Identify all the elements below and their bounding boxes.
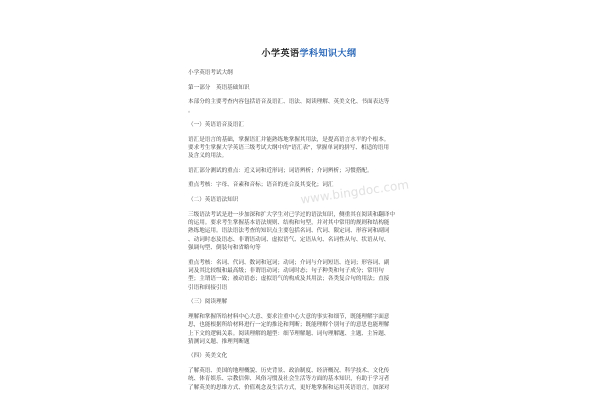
section2-line: 三级语法考试是进一步加深和扩大学生对已学过的语法知识，侧重其在阅读和翻译中 <box>188 211 395 218</box>
section2-line: 的运用。要求考生掌握基本语法规则、结构和句型，并对其中常用的规则和结构能 <box>188 220 390 226</box>
section2-point-line: 重点考核：名词、代词、数词和冠词；动词；介词与介词短语、连词；形容词、副 <box>188 259 390 266</box>
document-page <box>188 40 430 400</box>
section4-line: 了解英美的思维方式、价值观念及生活方式，更好地掌握和运用英语语言，加深对 <box>188 384 390 391</box>
section1-focus: 重点考核：字母、音素和音标；语音的连合及其变化；词汇 <box>188 182 334 189</box>
intro-paragraph <box>188 98 430 115</box>
section4-line: 了解英语、美国的地理概貌、历史背景、政治制度、经济概况、科学技术、文化传 <box>188 368 390 375</box>
title-part-1: 小学英语 <box>261 49 300 59</box>
section4-heading: （四）英美文化 <box>188 353 228 360</box>
section2-line: 、动词时态及语态、非谓语动词、虚拟语气、定语从句、名词性从句、状语从句、 <box>188 236 390 243</box>
section2-point-line: 型；主谓语一致；被动语态；虚拟语气的构成及其用法；各类复合句的用法；直接 <box>188 276 390 283</box>
section2-line: 熟练地运用。语法语法考查的知识点主要包括名词、代词、限定词、形容词和副词 <box>188 228 390 235</box>
section3-line: 上下文的逻辑关系。阅读理解的题型：细节理解题、词句理解题、主题、主旨题、 <box>188 330 390 337</box>
section2-points <box>188 259 430 293</box>
section2-point-line: 引语和间接引语 <box>188 284 228 291</box>
section3-line: 猜测词义题、推理判断题 <box>188 339 250 346</box>
section4-paragraph <box>188 367 430 392</box>
section2-line: 强调句型、倒装句和省略句等 <box>188 245 261 252</box>
part-one-heading: 第一部分 英语基础知识 <box>188 84 250 91</box>
section1-heading: （一）英语语音及语汇 <box>188 122 244 128</box>
section2-point-line: 词及其比较级和最高级；非谓语动词；动词时态；句子种类和句子成分；常用句 <box>188 268 384 275</box>
section4-line: 统、体育娱乐、宗教信仰、风俗习惯及社会生活等方面的基本知识，有助于学习者 <box>188 376 390 383</box>
section1-paragraph <box>188 136 430 161</box>
section1-line: 语汇是语言的基础，掌握语汇并能熟练地掌握其用法，是提高语言水平的个根本。 <box>188 136 390 143</box>
section3-paragraph <box>188 313 430 347</box>
intro-line: 。 <box>188 107 194 114</box>
section3-line: 理解和掌握所给材料中心大意、要求注重中心大意的事实和细节，既能理解字面意 <box>188 313 390 320</box>
section1-line: 及含义的用法。 <box>188 153 228 160</box>
intro-line: 本部分的主要考查内容包括语音及语汇、语法、阅读理解、英美文化、书面表达等 <box>188 99 390 106</box>
section1-points: 语汇部分测试的重点：近义词和近形词；词语辨析；介词辨析；习惯搭配。 <box>188 167 373 174</box>
section3-line: 思，也能根据所给材料进行一定的推论和判断；既能理解个别句子的意思也能理解 <box>188 322 390 329</box>
section3-heading: （三）阅读理解 <box>188 299 228 306</box>
outline-title: 小学英语考试大纲 <box>188 70 233 76</box>
section1-line: 要求考生掌握大学英语三级考试大纲中的"语汇表"，掌握单词的拼写、相适的语用 <box>188 145 389 151</box>
document-title <box>188 46 430 59</box>
watermark-text: www.bingdoc.com <box>299 177 410 207</box>
section2-paragraph <box>188 211 430 253</box>
section2-heading: （二）英语语法知识 <box>188 197 239 203</box>
title-part-2: 学科知识大纲 <box>299 49 357 59</box>
